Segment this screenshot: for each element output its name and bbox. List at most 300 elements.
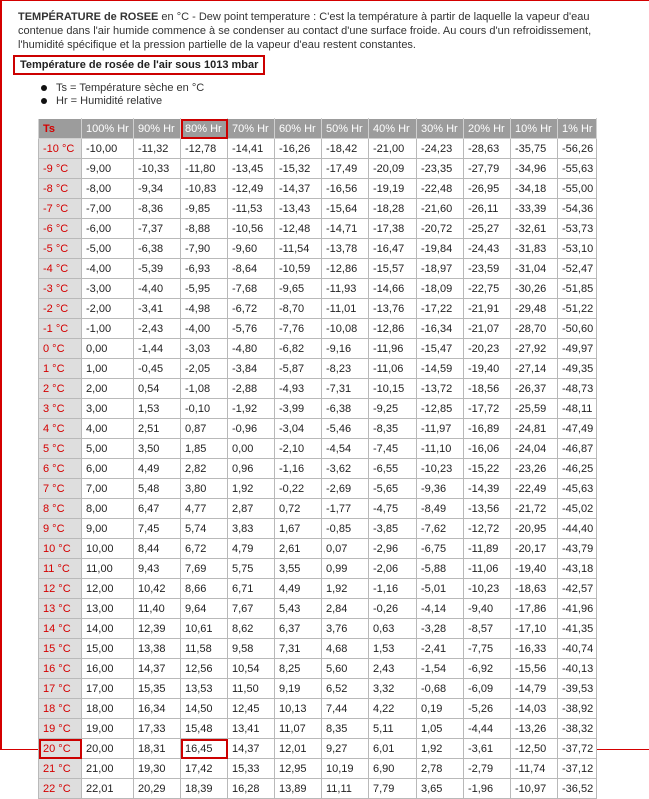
table-cell: -11,53 <box>228 199 275 219</box>
table-cell: -7,00 <box>82 199 134 219</box>
ts-cell: 0 °C <box>39 339 82 359</box>
column-header: 70% Hr <box>228 119 275 139</box>
table-cell: 17,00 <box>82 679 134 699</box>
table-cell: -0,10 <box>181 399 228 419</box>
table-cell: -20,17 <box>511 539 558 559</box>
table-cell: 10,13 <box>275 699 322 719</box>
table-cell: 2,84 <box>322 599 369 619</box>
table-cell: -9,36 <box>417 479 464 499</box>
table-cell: -11,10 <box>417 439 464 459</box>
table-cell: 7,45 <box>134 519 181 539</box>
table-cell: -3,99 <box>275 399 322 419</box>
table-cell: -27,92 <box>511 339 558 359</box>
table-row <box>39 459 597 479</box>
table-cell: -31,04 <box>511 259 558 279</box>
table-cell: -3,41 <box>134 299 181 319</box>
table-cell: 15,33 <box>228 759 275 779</box>
table-cell: -45,02 <box>558 499 597 519</box>
table-cell: -11,54 <box>275 239 322 259</box>
table-cell: -8,35 <box>369 419 417 439</box>
ts-cell: 9 °C <box>39 519 82 539</box>
table-cell: -14,59 <box>417 359 464 379</box>
table-cell: 16,34 <box>134 699 181 719</box>
table-cell: -30,26 <box>511 279 558 299</box>
table-cell: 3,00 <box>82 399 134 419</box>
table-cell: 13,38 <box>134 639 181 659</box>
table-cell: -2,88 <box>228 379 275 399</box>
table-cell: -10,56 <box>228 219 275 239</box>
column-header: 60% Hr <box>275 119 322 139</box>
table-cell: -4,93 <box>275 379 322 399</box>
table-cell: -11,97 <box>417 419 464 439</box>
table-cell: -14,37 <box>275 179 322 199</box>
table-cell: -7,31 <box>322 379 369 399</box>
table-cell: -20,09 <box>369 159 417 179</box>
ts-cell: -2 °C <box>39 299 82 319</box>
table-cell: -28,63 <box>464 139 511 159</box>
table-cell: -24,04 <box>511 439 558 459</box>
table-cell: -12,86 <box>369 319 417 339</box>
table-cell: -14,41 <box>228 139 275 159</box>
table-cell: -10,23 <box>417 459 464 479</box>
table-header-row <box>39 119 597 139</box>
ts-cell: 3 °C <box>39 399 82 419</box>
ts-cell: 21 °C <box>39 759 82 779</box>
table-cell: 9,00 <box>82 519 134 539</box>
table-cell: -49,35 <box>558 359 597 379</box>
table-cell: 3,65 <box>417 779 464 799</box>
table-cell: -28,70 <box>511 319 558 339</box>
table-cell: -13,76 <box>369 299 417 319</box>
table-cell: -6,55 <box>369 459 417 479</box>
table-cell: 7,00 <box>82 479 134 499</box>
ts-cell: 12 °C <box>39 579 82 599</box>
table-cell: 20,00 <box>82 739 134 759</box>
table-cell: -8,57 <box>464 619 511 639</box>
table-cell: 8,00 <box>82 499 134 519</box>
table-cell: 3,32 <box>369 679 417 699</box>
table-cell: 13,89 <box>275 779 322 799</box>
table-cell: 0,07 <box>322 539 369 559</box>
table-cell: -6,82 <box>275 339 322 359</box>
table-cell: 12,95 <box>275 759 322 779</box>
table-row <box>39 339 597 359</box>
table-cell: -11,06 <box>464 559 511 579</box>
table-cell: -11,06 <box>369 359 417 379</box>
table-cell: 6,71 <box>228 579 275 599</box>
table-cell: -24,23 <box>417 139 464 159</box>
table-cell: -34,96 <box>511 159 558 179</box>
table-row <box>39 259 597 279</box>
table-cell: -8,70 <box>275 299 322 319</box>
table-cell: 8,44 <box>134 539 181 559</box>
table-cell: 5,60 <box>322 659 369 679</box>
table-cell: -43,18 <box>558 559 597 579</box>
table-cell: -50,60 <box>558 319 597 339</box>
table-cell: 5,48 <box>134 479 181 499</box>
table-cell: -2,06 <box>369 559 417 579</box>
table-cell: -18,56 <box>464 379 511 399</box>
table-cell: -5,39 <box>134 259 181 279</box>
table-cell: 1,85 <box>181 439 228 459</box>
table-cell: -48,11 <box>558 399 597 419</box>
ts-cell: 18 °C <box>39 699 82 719</box>
table-cell: -0,45 <box>134 359 181 379</box>
table-cell: -44,40 <box>558 519 597 539</box>
table-cell: 0,54 <box>134 379 181 399</box>
table-cell: -2,79 <box>464 759 511 779</box>
table-cell: -46,25 <box>558 459 597 479</box>
table-cell: -2,05 <box>181 359 228 379</box>
table-cell: -8,88 <box>181 219 228 239</box>
table-cell: 1,53 <box>369 639 417 659</box>
table-cell: -5,95 <box>181 279 228 299</box>
column-header: 80% Hr <box>181 119 228 139</box>
ts-cell: 11 °C <box>39 559 82 579</box>
table-cell: -15,57 <box>369 259 417 279</box>
table-cell: -17,49 <box>322 159 369 179</box>
table-cell: -4,14 <box>417 599 464 619</box>
table-cell: 19,00 <box>82 719 134 739</box>
table-cell: -19,84 <box>417 239 464 259</box>
table-cell: -10,59 <box>275 259 322 279</box>
table-cell: -4,44 <box>464 719 511 739</box>
table-cell: -3,00 <box>82 279 134 299</box>
table-cell: -14,03 <box>511 699 558 719</box>
ts-cell: -8 °C <box>39 179 82 199</box>
table-cell: -25,59 <box>511 399 558 419</box>
table-cell: -48,73 <box>558 379 597 399</box>
table-cell: 11,40 <box>134 599 181 619</box>
table-cell: -10,00 <box>82 139 134 159</box>
table-cell: -8,23 <box>322 359 369 379</box>
legend-item-ts: Ts = Température sèche en °C <box>40 82 204 95</box>
table-cell: 10,00 <box>82 539 134 559</box>
table-cell: 12,00 <box>82 579 134 599</box>
table-cell: -10,08 <box>322 319 369 339</box>
table-cell: -11,96 <box>369 339 417 359</box>
table-cell: -0,85 <box>322 519 369 539</box>
table-cell: -6,72 <box>228 299 275 319</box>
table-cell: 9,43 <box>134 559 181 579</box>
column-header: 30% Hr <box>417 119 464 139</box>
table-cell: -16,33 <box>511 639 558 659</box>
table-cell: 9,27 <box>322 739 369 759</box>
table-cell: 1,05 <box>417 719 464 739</box>
table-cell: -27,79 <box>464 159 511 179</box>
table-cell: -4,00 <box>82 259 134 279</box>
table-cell: 1,92 <box>417 739 464 759</box>
table-cell: -16,26 <box>275 139 322 159</box>
table-cell: -3,85 <box>369 519 417 539</box>
table-cell: -43,79 <box>558 539 597 559</box>
table-cell: -10,97 <box>511 779 558 799</box>
table-cell: -11,32 <box>134 139 181 159</box>
table-cell: 6,01 <box>369 739 417 759</box>
table-cell: -51,85 <box>558 279 597 299</box>
table-cell: -23,35 <box>417 159 464 179</box>
column-header: 20% Hr <box>464 119 511 139</box>
table-cell: 4,49 <box>275 579 322 599</box>
ts-cell: -1 °C <box>39 319 82 339</box>
table-cell: -12,78 <box>181 139 228 159</box>
table-cell: -5,26 <box>464 699 511 719</box>
table-row <box>39 779 597 799</box>
table-cell: -0,96 <box>228 419 275 439</box>
table-cell: -12,86 <box>322 259 369 279</box>
table-cell: -5,65 <box>369 479 417 499</box>
table-cell: 2,51 <box>134 419 181 439</box>
legend-item-hr: Hr = Humidité relative <box>40 95 204 108</box>
table-cell: 22,01 <box>82 779 134 799</box>
column-header: 100% Hr <box>82 119 134 139</box>
table-row <box>39 579 597 599</box>
table-cell: 6,37 <box>275 619 322 639</box>
table-cell: 12,39 <box>134 619 181 639</box>
table-cell: 0,87 <box>181 419 228 439</box>
table-row <box>39 519 597 539</box>
table-row <box>39 279 597 299</box>
ts-cell: -10 °C <box>39 139 82 159</box>
table-cell: 13,53 <box>181 679 228 699</box>
table-cell: -9,25 <box>369 399 417 419</box>
table-cell: -1,54 <box>417 659 464 679</box>
ts-cell: -4 °C <box>39 259 82 279</box>
table-cell: -3,04 <box>275 419 322 439</box>
table-row <box>39 239 597 259</box>
legend-list <box>40 82 204 108</box>
table-cell: 15,35 <box>134 679 181 699</box>
table-cell: -56,26 <box>558 139 597 159</box>
table-cell: 16,45 <box>181 739 228 759</box>
table-cell: 11,50 <box>228 679 275 699</box>
table-cell: -53,73 <box>558 219 597 239</box>
table-cell: 1,53 <box>134 399 181 419</box>
table-row <box>39 219 597 239</box>
table-cell: 6,00 <box>82 459 134 479</box>
table-cell: -17,10 <box>511 619 558 639</box>
table-cell: 2,43 <box>369 659 417 679</box>
table-cell: -16,89 <box>464 419 511 439</box>
table-cell: -41,35 <box>558 619 597 639</box>
table-cell: -17,38 <box>369 219 417 239</box>
table-cell: 18,31 <box>134 739 181 759</box>
table-cell: -7,68 <box>228 279 275 299</box>
table-row <box>39 439 597 459</box>
table-cell: -5,87 <box>275 359 322 379</box>
bullet-icon <box>41 98 47 104</box>
table-cell: -25,27 <box>464 219 511 239</box>
table-cell: 12,01 <box>275 739 322 759</box>
table-cell: -41,96 <box>558 599 597 619</box>
header-ts: Ts <box>39 119 82 139</box>
table-cell: -47,49 <box>558 419 597 439</box>
table-cell: -51,22 <box>558 299 597 319</box>
ts-cell: 20 °C <box>39 739 82 759</box>
ts-cell: 17 °C <box>39 679 82 699</box>
table-cell: -26,11 <box>464 199 511 219</box>
table-cell: 4,79 <box>228 539 275 559</box>
table-cell: -40,13 <box>558 659 597 679</box>
table-cell: -21,07 <box>464 319 511 339</box>
table-cell: -11,89 <box>464 539 511 559</box>
table-cell: 19,30 <box>134 759 181 779</box>
table-cell: 7,44 <box>322 699 369 719</box>
table-cell: -33,39 <box>511 199 558 219</box>
table-cell: -52,47 <box>558 259 597 279</box>
table-cell: -15,47 <box>417 339 464 359</box>
table-cell: -3,84 <box>228 359 275 379</box>
table-row <box>39 599 597 619</box>
table-cell: -8,64 <box>228 259 275 279</box>
table-cell: 0,19 <box>417 699 464 719</box>
table-cell: 14,50 <box>181 699 228 719</box>
table-cell: -17,86 <box>511 599 558 619</box>
table-cell: -9,16 <box>322 339 369 359</box>
table-cell: -20,95 <box>511 519 558 539</box>
table-cell: 3,80 <box>181 479 228 499</box>
table-cell: -4,75 <box>369 499 417 519</box>
table-cell: 9,58 <box>228 639 275 659</box>
table-cell: -7,37 <box>134 219 181 239</box>
table-cell: 11,00 <box>82 559 134 579</box>
table-cell: -7,90 <box>181 239 228 259</box>
table-row <box>39 539 597 559</box>
dew-point-table <box>38 118 597 799</box>
table-cell: -19,19 <box>369 179 417 199</box>
table-cell: 6,72 <box>181 539 228 559</box>
table-row <box>39 479 597 499</box>
table-cell: 21,00 <box>82 759 134 779</box>
table-row <box>39 679 597 699</box>
table-cell: -18,63 <box>511 579 558 599</box>
table-cell: 20,29 <box>134 779 181 799</box>
ts-cell: 19 °C <box>39 719 82 739</box>
table-cell: 10,19 <box>322 759 369 779</box>
table-cell: -6,38 <box>134 239 181 259</box>
table-cell: -12,50 <box>511 739 558 759</box>
table-cell: 11,11 <box>322 779 369 799</box>
table-cell: -14,66 <box>369 279 417 299</box>
table-cell: -6,00 <box>82 219 134 239</box>
table-cell: -4,00 <box>181 319 228 339</box>
table-cell: 6,47 <box>134 499 181 519</box>
column-header: 40% Hr <box>369 119 417 139</box>
table-cell: -9,60 <box>228 239 275 259</box>
ts-cell: 22 °C <box>39 779 82 799</box>
table-cell: -1,08 <box>181 379 228 399</box>
table-cell: -12,49 <box>228 179 275 199</box>
table-cell: -27,14 <box>511 359 558 379</box>
table-cell: -14,71 <box>322 219 369 239</box>
table-row <box>39 499 597 519</box>
table-cell: 7,79 <box>369 779 417 799</box>
table-cell: -37,12 <box>558 759 597 779</box>
table-cell: -10,83 <box>181 179 228 199</box>
table-cell: -16,34 <box>417 319 464 339</box>
table-cell: 15,00 <box>82 639 134 659</box>
table-cell: 2,78 <box>417 759 464 779</box>
table-cell: -22,48 <box>417 179 464 199</box>
column-header: 1% Hr <box>558 119 597 139</box>
table-cell: -21,60 <box>417 199 464 219</box>
table-cell: 7,31 <box>275 639 322 659</box>
table-cell: -15,56 <box>511 659 558 679</box>
table-cell: -9,85 <box>181 199 228 219</box>
table-cell: -5,01 <box>417 579 464 599</box>
table-cell: 2,61 <box>275 539 322 559</box>
table-cell: 18,39 <box>181 779 228 799</box>
table-cell: 11,07 <box>275 719 322 739</box>
table-cell: 6,52 <box>322 679 369 699</box>
table-cell: 5,00 <box>82 439 134 459</box>
table-cell: -0,22 <box>275 479 322 499</box>
table-cell: 1,92 <box>228 479 275 499</box>
bullet-icon <box>41 85 47 91</box>
table-cell: -9,65 <box>275 279 322 299</box>
intro-title: TEMPÉRATURE de ROSEE <box>18 11 159 23</box>
ts-cell: 8 °C <box>39 499 82 519</box>
table-cell: -6,09 <box>464 679 511 699</box>
table-cell: 1,00 <box>82 359 134 379</box>
table-cell: 4,49 <box>134 459 181 479</box>
table-cell: 2,00 <box>82 379 134 399</box>
table-cell: 1,92 <box>322 579 369 599</box>
table-cell: 16,28 <box>228 779 275 799</box>
table-cell: 0,00 <box>228 439 275 459</box>
table-cell: 1,67 <box>275 519 322 539</box>
table-cell: -13,72 <box>417 379 464 399</box>
ts-cell: -5 °C <box>39 239 82 259</box>
table-cell: -7,75 <box>464 639 511 659</box>
table-cell: -39,53 <box>558 679 597 699</box>
table-cell: -23,59 <box>464 259 511 279</box>
table-cell: 8,25 <box>275 659 322 679</box>
table-cell: -1,16 <box>275 459 322 479</box>
table-row <box>39 639 597 659</box>
ts-cell: 13 °C <box>39 599 82 619</box>
table-cell: -18,97 <box>417 259 464 279</box>
ts-cell: 4 °C <box>39 419 82 439</box>
table-row <box>39 159 597 179</box>
table-cell: -1,77 <box>322 499 369 519</box>
table-cell: 3,83 <box>228 519 275 539</box>
table-title: Température de rosée de l'air sous 1013 mbar <box>13 55 265 75</box>
table-cell: -36,52 <box>558 779 597 799</box>
table-cell: -13,78 <box>322 239 369 259</box>
table-cell: -8,49 <box>417 499 464 519</box>
table-cell: -15,32 <box>275 159 322 179</box>
table-cell: -15,22 <box>464 459 511 479</box>
table-cell: -4,80 <box>228 339 275 359</box>
table-cell: 17,33 <box>134 719 181 739</box>
table-cell: -4,54 <box>322 439 369 459</box>
table-cell: -0,68 <box>417 679 464 699</box>
table-cell: 12,45 <box>228 699 275 719</box>
table-cell: -1,96 <box>464 779 511 799</box>
table-row <box>39 419 597 439</box>
table-cell: 13,00 <box>82 599 134 619</box>
column-header: 90% Hr <box>134 119 181 139</box>
table-cell: -5,00 <box>82 239 134 259</box>
ts-cell: 10 °C <box>39 539 82 559</box>
table-cell: -4,98 <box>181 299 228 319</box>
table-cell: -55,00 <box>558 179 597 199</box>
table-cell: 11,58 <box>181 639 228 659</box>
table-cell: -7,62 <box>417 519 464 539</box>
table-cell: 3,50 <box>134 439 181 459</box>
table-cell: -40,74 <box>558 639 597 659</box>
